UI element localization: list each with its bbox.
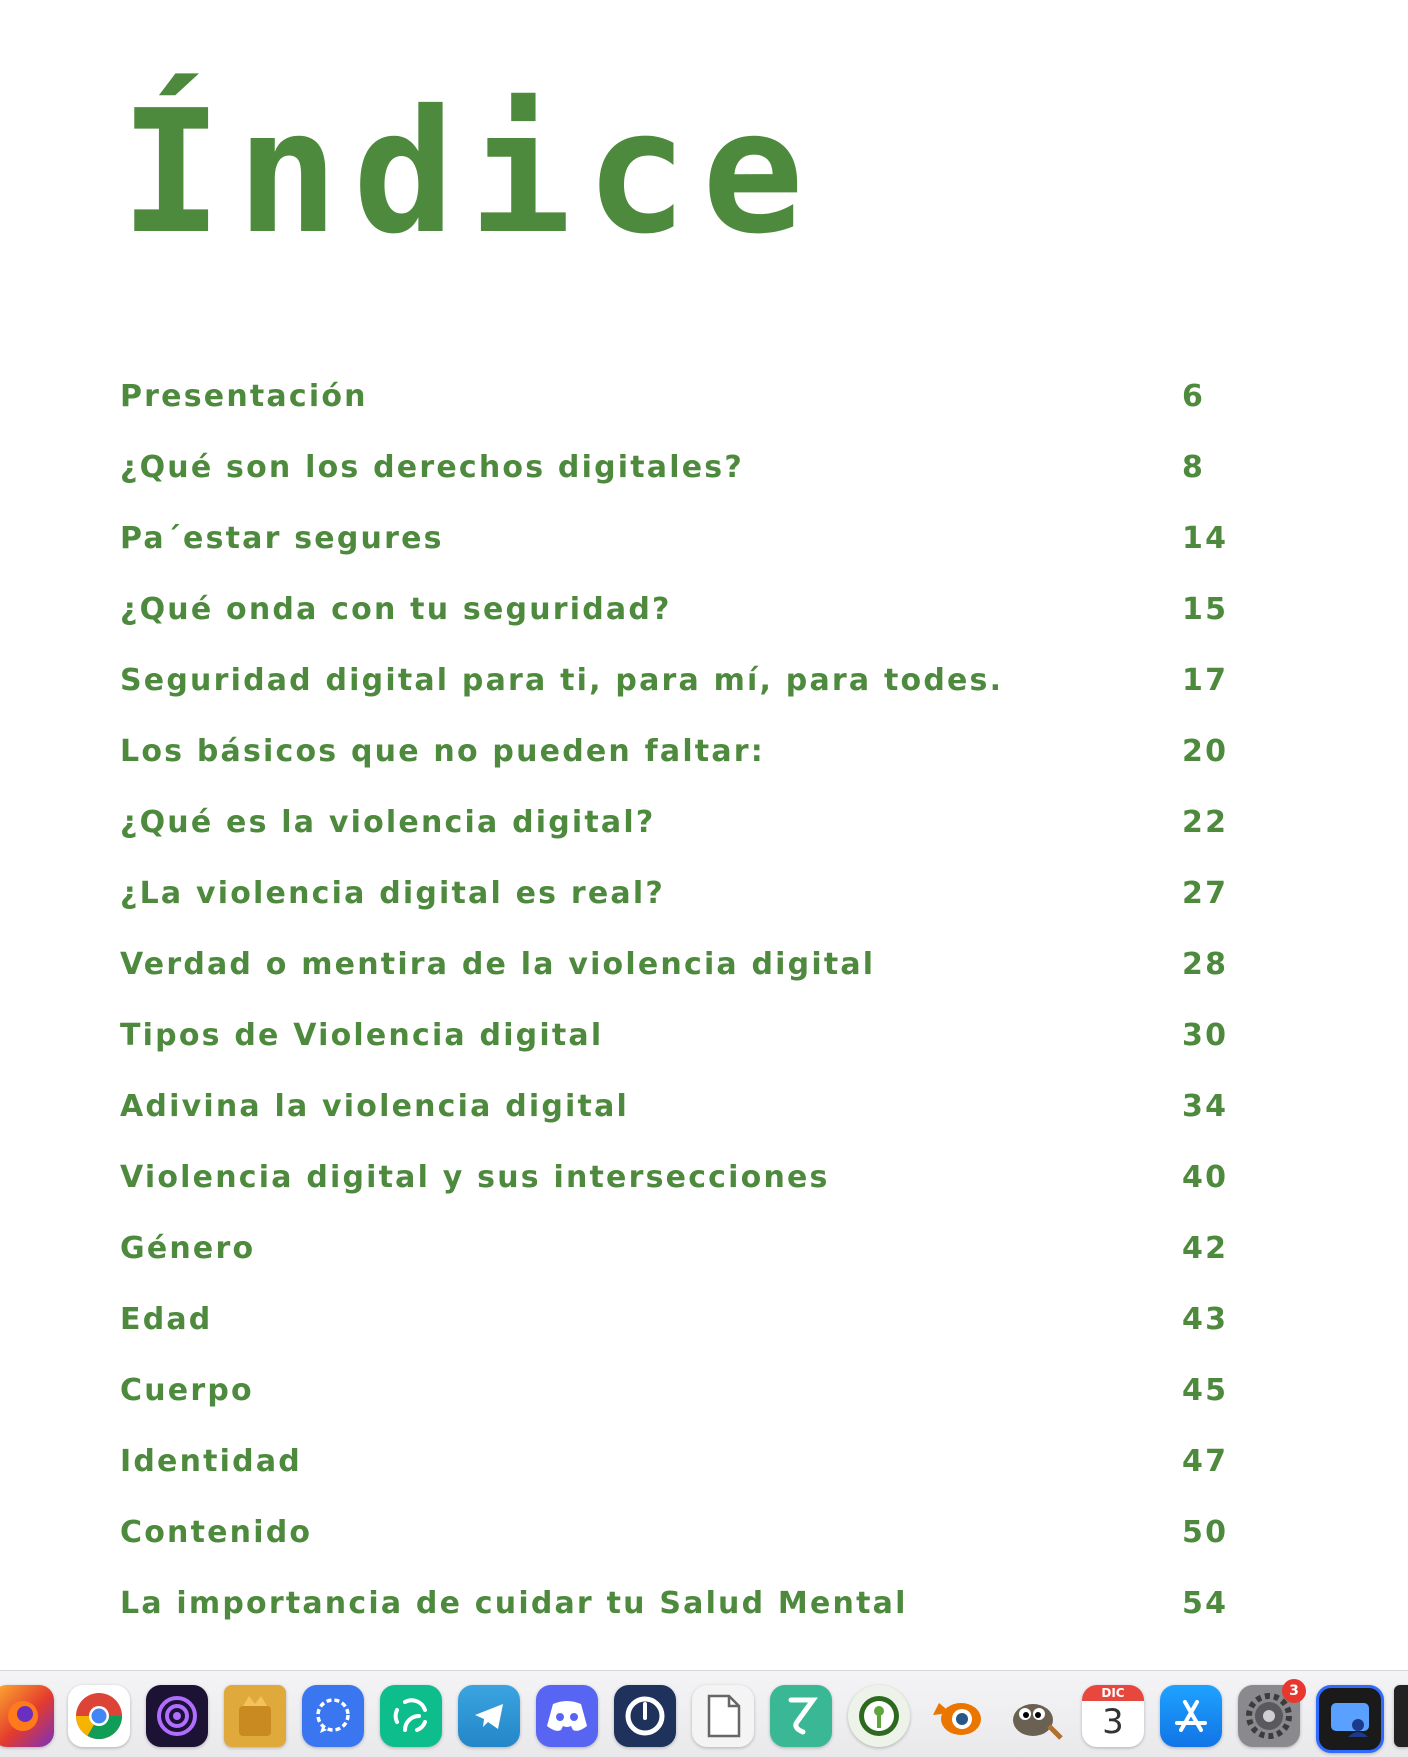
- toc-entry-label: Violencia digital y sus intersecciones: [120, 1160, 830, 1195]
- dock: [0, 1670, 1408, 1757]
- toc-entry-page: 17: [1182, 663, 1229, 698]
- gimp-icon[interactable]: [1004, 1685, 1066, 1747]
- toc-entry[interactable]: [120, 716, 1230, 787]
- toc-entry-label: Género: [120, 1231, 256, 1266]
- toc-entry-label: Adivina la violencia digital: [120, 1089, 630, 1124]
- toc-entry-label: La importancia de cuidar tu Salud Mental: [120, 1586, 908, 1621]
- toc-entry[interactable]: [120, 1284, 1230, 1355]
- toc-entry-label: Identidad: [120, 1444, 302, 1479]
- toc-entry[interactable]: [120, 1355, 1230, 1426]
- mattermost-icon[interactable]: [614, 1685, 676, 1747]
- toc-entry[interactable]: [120, 1426, 1230, 1497]
- toc-entry-label: Cuerpo: [120, 1373, 254, 1408]
- toc-entry-page: 30: [1182, 1018, 1229, 1053]
- terminal-icon[interactable]: [1394, 1685, 1408, 1747]
- toc-entry[interactable]: [120, 503, 1230, 574]
- toc-entry[interactable]: [120, 1568, 1230, 1639]
- toc-entry-page: 50: [1182, 1515, 1229, 1550]
- notification-badge: 3: [1282, 1679, 1306, 1703]
- calendar-day: 3: [1102, 1702, 1124, 1742]
- element-icon[interactable]: [380, 1685, 442, 1747]
- toc-entry[interactable]: [120, 1071, 1230, 1142]
- keepassxc-icon[interactable]: [224, 1685, 286, 1747]
- toc-entry-label: ¿Qué son los derechos digitales?: [120, 450, 744, 485]
- toc-entry-label: Pa´estar segures: [120, 521, 444, 556]
- toc-entry-page: 40: [1182, 1160, 1229, 1195]
- page-title: Índice: [120, 74, 819, 272]
- toc-entry-page: 20: [1182, 734, 1229, 769]
- toc-entry[interactable]: [120, 1497, 1230, 1568]
- toc-entry-page: 22: [1182, 805, 1229, 840]
- toc-entry-label: ¿Qué onda con tu seguridad?: [120, 592, 672, 627]
- toc-entry-page: 27: [1182, 876, 1229, 911]
- table-of-contents: [120, 361, 1230, 1639]
- toc-entry-page: 45: [1182, 1373, 1229, 1408]
- toc-entry[interactable]: [120, 929, 1230, 1000]
- toc-entry-label: Presentación: [120, 379, 368, 414]
- toc-entry-page: 42: [1182, 1231, 1229, 1266]
- calendar-icon[interactable]: [1082, 1685, 1144, 1747]
- toc-entry-label: Tipos de Violencia digital: [120, 1018, 604, 1053]
- toc-entry[interactable]: [120, 432, 1230, 503]
- blender-icon[interactable]: [926, 1685, 988, 1747]
- toc-entry-page: 47: [1182, 1444, 1229, 1479]
- file-icon[interactable]: [692, 1685, 754, 1747]
- toc-entry-page: 43: [1182, 1302, 1229, 1337]
- chrome-icon[interactable]: [68, 1685, 130, 1747]
- calendar-month: DIC: [1082, 1685, 1144, 1701]
- tor-browser-icon[interactable]: [146, 1685, 208, 1747]
- toc-entry-label: Los básicos que no pueden faltar:: [120, 734, 765, 769]
- firefox-icon[interactable]: [0, 1685, 54, 1747]
- toc-entry-page: 15: [1182, 592, 1229, 627]
- toc-entry-page: 28: [1182, 947, 1229, 982]
- toc-entry-label: Contenido: [120, 1515, 313, 1550]
- toc-entry[interactable]: [120, 1213, 1230, 1284]
- toc-entry[interactable]: [120, 858, 1230, 929]
- toc-entry[interactable]: [120, 574, 1230, 645]
- toc-entry[interactable]: [120, 1000, 1230, 1071]
- discord-icon[interactable]: [536, 1685, 598, 1747]
- toc-entry-label: Seguridad digital para ti, para mí, para todes.: [120, 663, 1004, 698]
- toc-entry[interactable]: [120, 361, 1230, 432]
- app-store-icon[interactable]: [1160, 1685, 1222, 1747]
- keepass-key-icon[interactable]: [848, 1685, 910, 1747]
- toc-entry-page: 14: [1182, 521, 1229, 556]
- zulip-icon[interactable]: [770, 1685, 832, 1747]
- toc-entry-label: Edad: [120, 1302, 213, 1337]
- telegram-icon[interactable]: [458, 1685, 520, 1747]
- screen-sharing-icon[interactable]: [1316, 1685, 1384, 1753]
- toc-entry-page: 8: [1182, 450, 1206, 485]
- toc-entry-label: Verdad o mentira de la violencia digital: [120, 947, 876, 982]
- toc-entry-label: ¿La violencia digital es real?: [120, 876, 665, 911]
- toc-entry-page: 34: [1182, 1089, 1229, 1124]
- toc-entry-page: 54: [1182, 1586, 1229, 1621]
- toc-entry[interactable]: [120, 787, 1230, 858]
- toc-entry[interactable]: [120, 1142, 1230, 1213]
- signal-icon[interactable]: [302, 1685, 364, 1747]
- system-settings-icon[interactable]: [1238, 1685, 1300, 1747]
- toc-entry-page: 6: [1182, 379, 1206, 414]
- toc-entry[interactable]: [120, 645, 1230, 716]
- toc-entry-label: ¿Qué es la violencia digital?: [120, 805, 656, 840]
